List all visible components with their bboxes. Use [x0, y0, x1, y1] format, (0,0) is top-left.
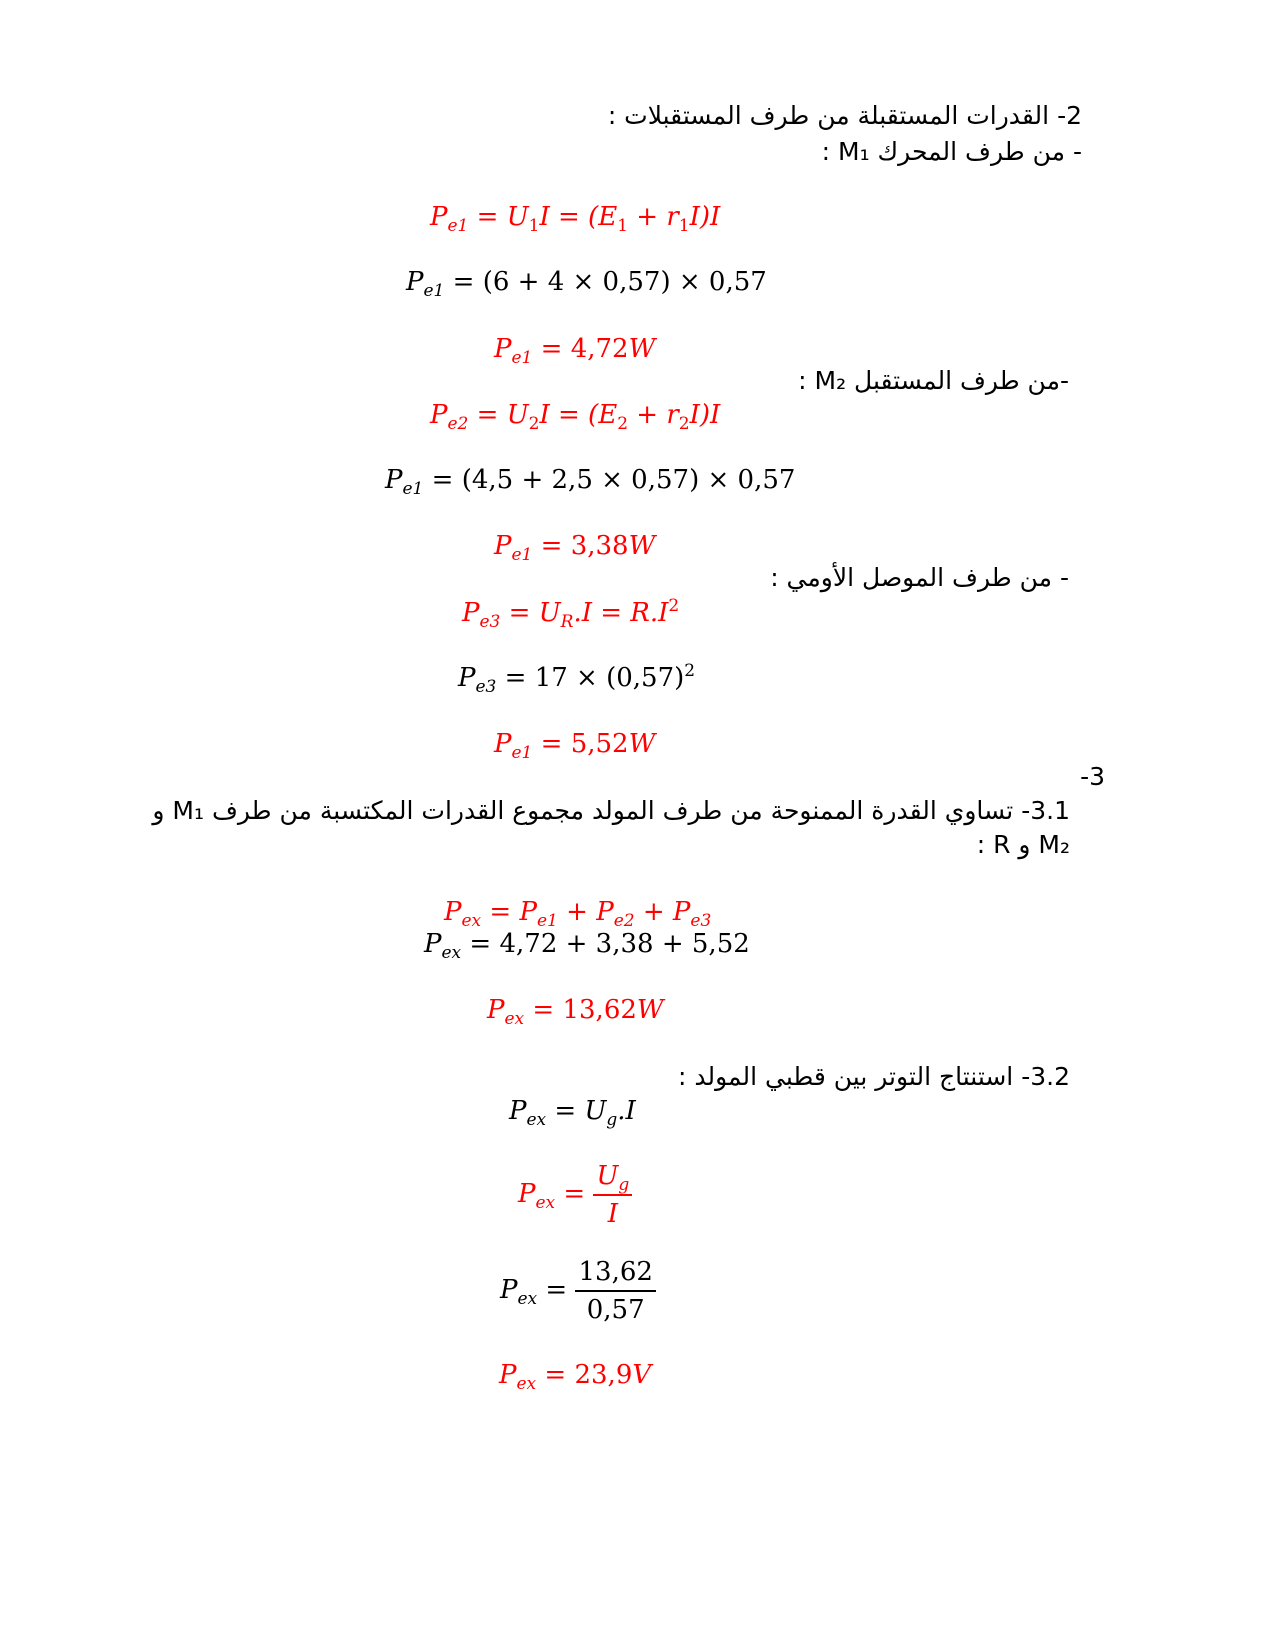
fraction-ug-over-i: $\frac{U_g}{I}$ — [593, 1160, 632, 1230]
generator-voltage-fraction: $P_{ex}$ = $\frac{U_g}{I}$ — [518, 1160, 632, 1230]
receiver-m2-power-calc: $P_{e1} = (4,5 + 2,5 \times 0,57) \times 0,57$ — [385, 465, 796, 499]
motor-m1-power-result: $P_{e1} = 4,72W$ — [494, 334, 656, 368]
resistor-power-formula: $P_{e3} = U_R.I = R.I^2$ — [462, 596, 680, 632]
section-3-1-line-2: M₂ و R : — [976, 830, 1070, 859]
total-power-calc: $P_{ex} = 4,72 + 3,38 + 5,52$ — [424, 929, 750, 963]
resistor-power-result: $P_{e1} = 5,52W$ — [494, 729, 656, 763]
generator-power-definition: $P_{ex} = U_g.I$ — [509, 1096, 636, 1130]
section-2-heading: 2- القدرات المستقبلة من طرف المستقبلات : — [607, 101, 1082, 130]
generator-voltage-result: $P_{ex} = 23,9V$ — [499, 1360, 652, 1394]
receiver-m2-heading: -من طرف المستقبل M₂ : — [798, 366, 1069, 395]
fraction-numeric: $\frac{13,62}{0,57}$ — [575, 1256, 655, 1326]
resistor-heading: - من طرف الموصل الأومي : — [770, 563, 1069, 592]
motor-m1-heading: - من طرف المحرك M₁ : — [821, 137, 1082, 166]
section-3-1-line-1: 3.1- تساوي القدرة الممنوحة من طرف المولد مجموع القدرات المكتسبة من طرف M₁ و — [152, 796, 1070, 825]
receiver-m2-power-result: $P_{e1} = 3,38W$ — [494, 531, 656, 565]
motor-m1-power-calc: $P_{e1} = (6 + 4 \times 0,57) \times 0,57$ — [406, 267, 767, 301]
total-power-result: $P_{ex} = 13,62W$ — [487, 995, 664, 1029]
section-3-heading: 3- — [1080, 762, 1105, 791]
receiver-m2-power-formula: $P_{e2} = U_2I = (E_2 + r_2I)I$ — [430, 400, 721, 434]
generator-voltage-calc: $P_{ex}$ = $\frac{13,62}{0,57}$ — [500, 1256, 656, 1326]
section-3-2-heading: 3.2- استنتاج التوتر بين قطبي المولد : — [678, 1062, 1070, 1091]
total-power-formula: $P_{ex} = P_{e1} + P_{e2} + P_{e3}$ — [444, 897, 712, 931]
resistor-power-calc: $P_{e3} = 17 \times (0,57)^2$ — [458, 661, 696, 697]
motor-m1-power-formula: $P_{e1} = U_1I = (E_1 + r_1I)I$ — [430, 202, 721, 236]
